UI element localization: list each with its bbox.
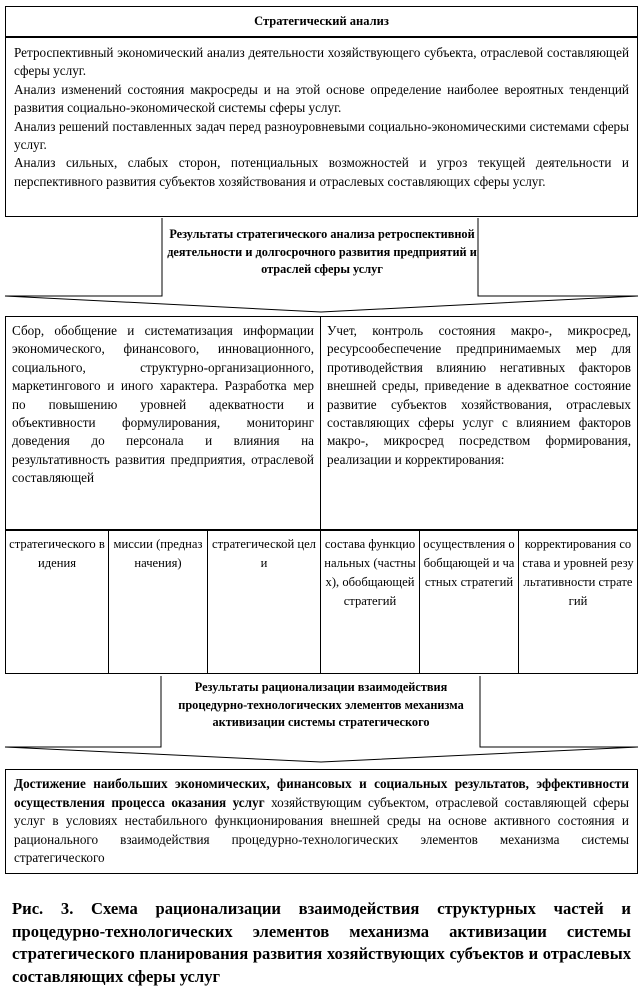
- environment-control-block: Учет, контроль состояния макро-, микросред, ресурсообеспечение предпринимаемых мер для противодействия влиянию негативных факторов внешней среды, приведение в адекватное состояние развитие субъектов хозяйствования, отраслевых составляющих сферы услуг с влиянием факторов макро-, микросред посредством формирования, реализации и корректирования:: [320, 316, 638, 530]
- analysis-item: Ретроспективный экономический анализ деятельности хозяйствующего субъекта, отраслевой составляющей сферы услуг.: [14, 45, 629, 79]
- strategic-analysis-title: Стратегический анализ: [5, 6, 638, 37]
- analysis-list: [5, 37, 638, 217]
- figure-caption: Рис. 3. Схема рационализации взаимодействия структурных частей и процедурно-технологических элементов механизма активизации системы стратегического планирования развития хозяйствующих субъектов и отраслевых составляющих сферы услуг: [12, 899, 631, 986]
- strategy-composition-cell: состава функциональных (частных), обобщающей стратегий: [320, 530, 420, 674]
- strategic-goal-cell: стратегической цели: [207, 530, 321, 674]
- mission-cell: миссии (предназначения): [108, 530, 208, 674]
- analysis-item: Анализ решений поставленных задач перед разноуровневыми социально-экономическими системами сферы услуг.: [14, 118, 629, 153]
- analysis-item: Анализ сильных, слабых сторон, потенциальных возможностей и угроз текущей деятельности и перспективного развития субъектов хозяйствования и отраслевых составляющих сферы услуг.: [14, 155, 629, 189]
- strategy-implementation-cell: осуществления обобщающей и частных стратегий: [419, 530, 519, 674]
- strategic-vision-cell: стратегического видения: [5, 530, 109, 674]
- analysis-results-label: Результаты стратегического анализа ретроспективной деятельности и долгосрочного развития предприятий и отраслей сферы услуг: [167, 227, 477, 276]
- analysis-item: Анализ изменений состояния макросреды и на этой основе определение наиболее вероятных тенденций развития социально-экономической системы сферы услуг.: [14, 81, 629, 116]
- strategy-correction-cell: корректирования состава и уровней результативности стратегий: [518, 530, 638, 674]
- information-collection-block: Сбор, обобщение и систематизация информации экономического, финансового, инновационного, социального, структурно-организационного, маркетингового и иного характера. Разработка мер по повышению уровней адекватности и объективности формулирования, мониторинг доведения до персонала и влияния на результативность развития предприятия, отраслевой составляющей: [5, 316, 321, 530]
- rationalization-results-label: Результаты рационализации взаимодействия процедурно-технологических элементов механизма активизации системы стратегического: [178, 680, 464, 729]
- final-result-box: [5, 769, 638, 874]
- final-result-bold: Достижение наибольших экономических, финансовых и социальных результатов, эффективности осуществления процесса оказания услуг: [14, 776, 629, 810]
- final-result-text: хозяйствующим субъектом, отраслевой составляющей сферы услуг в условиях нестабильного функционирования внешней среды на основе активного состояния и рационального взаимодействия процедурно-технологических элементов механизма системы стратегического: [14, 794, 629, 866]
